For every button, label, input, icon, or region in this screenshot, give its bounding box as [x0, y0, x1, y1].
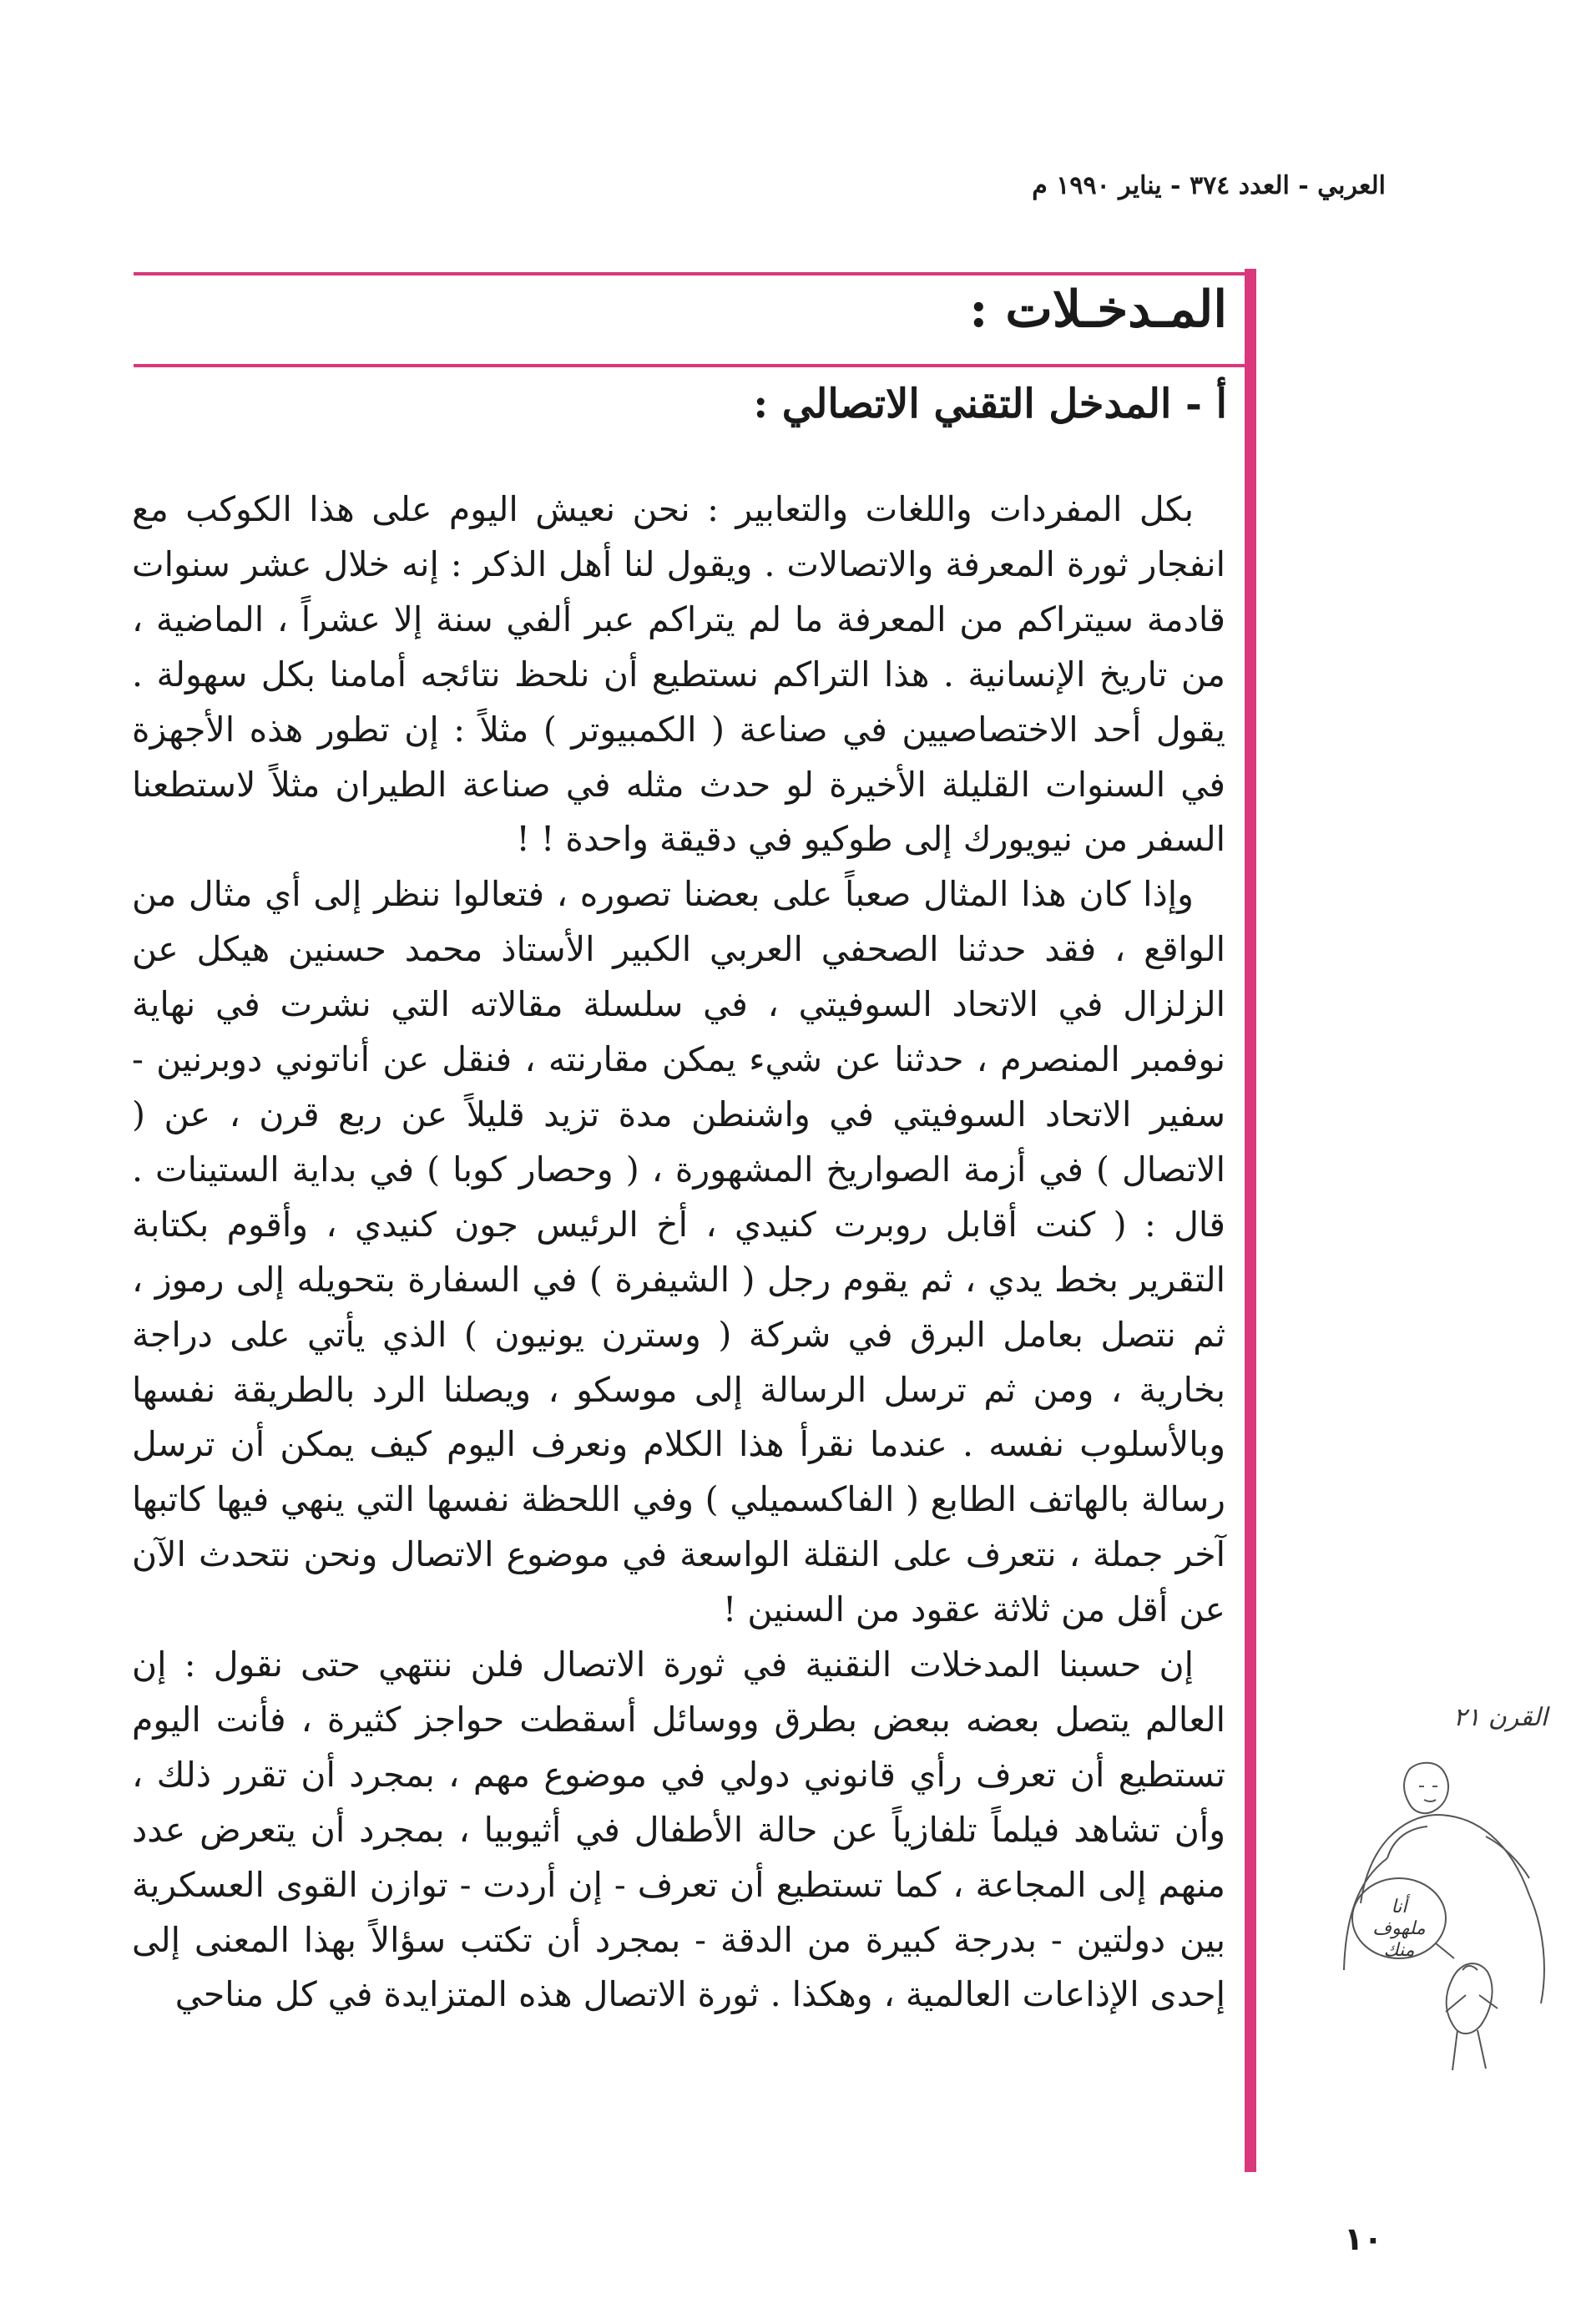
section-title: المـدخـلات : — [969, 280, 1227, 339]
paragraph-1: بكل المفردات واللغات والتعابير : نحن نعيش اليوم على هذا الكوكب مع انفجار ثورة المعرفة والاتصالات . ويقول لنا أهل الذكر : إنه خلال عشر سنوات قادمة سيتراكم من المعرفة ما لم يتراكم عبر ألفي سنة إلا عشراً ، الماضية ، من تاريخ الإنسانية . هذا التراكم نستطيع أن نلحظ نتائجه أمامنا بكل سهولة . يقول أحد الاختصاصيين في صناعة ( الكمبيوتر ) مثلاً : إن تطور هذه الأجهزة في السنوات القليلة الأخيرة لو حدث مثله في صناعة الطيران مثلاً لاستطعنا السفر من نيويورك إلى طوكيو في دقيقة واحدة ! ! — [132, 489, 1225, 860]
paragraph-2: وإذا كان هذا المثال صعباً على بعضنا تصوره ، فتعالوا ننظر إلى أي مثال من الواقع ، فقد حدثنا الصحفي العربي الكبير الأستاذ محمد حسنين هيكل عن الزلزال في الاتحاد السوفيتي ، في سلسلة مقالاته التي نشرت في نهاية نوفمبر المنصرم ، حدثنا عن شيء يمكن مقارنته ، فنقل عن أناتوني دوبرنين - سفير الاتحاد السوفيتي في واشنطن مدة تزيد قليلاً عن ربع قرن ، عن ( الاتصال ) في أزمة الصواريخ المشهورة ، ( وحصار كوبا ) في بداية الستينات . قال : ( كنت أقابل روبرت كنيدي ، أخ الرئيس جون كنيدي ، وأقوم بكتابة التقرير بخط يدي ، ثم يقوم رجل ( الشيفرة ) في السفارة بتحويله إلى رموز ، ثم نتصل بعامل البرق في شركة ( وسترن يونيون ) الذي يأتي على دراجة بخارية ، ومن ثم ترسل الرسالة إلى موسكو ، ويصلنا الرد بالطريقة نفسها وبالأسلوب نفسه . عندما نقرأ هذا الكلام ونعرف اليوم كيف يمكن أن ترسل رسالة بالهاتف الطابع ( الفاكسميلي ) وفي اللحظة نفسها التي ينهي فيها كاتبها آخر جملة ، نتعرف على النقلة الواسعة في موضوع الاتصال ونحن نتحدث الآن عن أقل من ثلاثة عقود من السنين ! — [132, 874, 1225, 1630]
margin-sketch — [1311, 1703, 1561, 2137]
paragraph-3: إن حسبنا المدخلات النقنية في ثورة الاتصال فلن ننتهي حتى نقول : إن العالم يتصل بعضه ببعض بطرق ووسائل أسقطت حواجز كثيرة ، فأنت اليوم تستطيع أن تعرف رأي قانوني دولي في موضوع مهم ، بمجرد أن تقرر ذلك ، وأن تشاهد فيلماً تلفازياً عن حالة الأطفال في أثيوبيا ، بمجرد أن يتعرض عدد منهم إلى المجاعة ، كما تستطيع أن تعرف - إن أردت - توازن القوى العسكرية بين دولتين - بدرجة كبيرة من الدقة - بمجرد أن تكتب سؤالاً بهذا المعنى إلى إحدى الإذاعات العالمية ، وهكذا . ثورة الاتصال هذه المتزايدة في كل مناحي — [132, 1644, 1225, 2015]
bubble-line-2: ملهوف — [1372, 1918, 1426, 1939]
sketch-caption: القرن ٢١ — [1452, 1703, 1548, 1732]
running-header: العربي - العدد ٣٧٤ - يناير ١٩٩٠ م — [1032, 171, 1386, 200]
page-number: ١٠ — [1344, 2220, 1383, 2257]
subsection-title: أ - المدخل التقني الاتصالي : — [753, 381, 1227, 427]
vertical-accent-bar — [1245, 269, 1256, 2172]
sketch-bubble — [1359, 1897, 1439, 1962]
bubble-line-1: أنا — [1391, 1897, 1407, 1917]
title-divider — [134, 364, 1250, 367]
article-body — [132, 482, 1225, 2023]
top-divider — [134, 272, 1250, 275]
bubble-line-3: منك — [1383, 1940, 1415, 1961]
